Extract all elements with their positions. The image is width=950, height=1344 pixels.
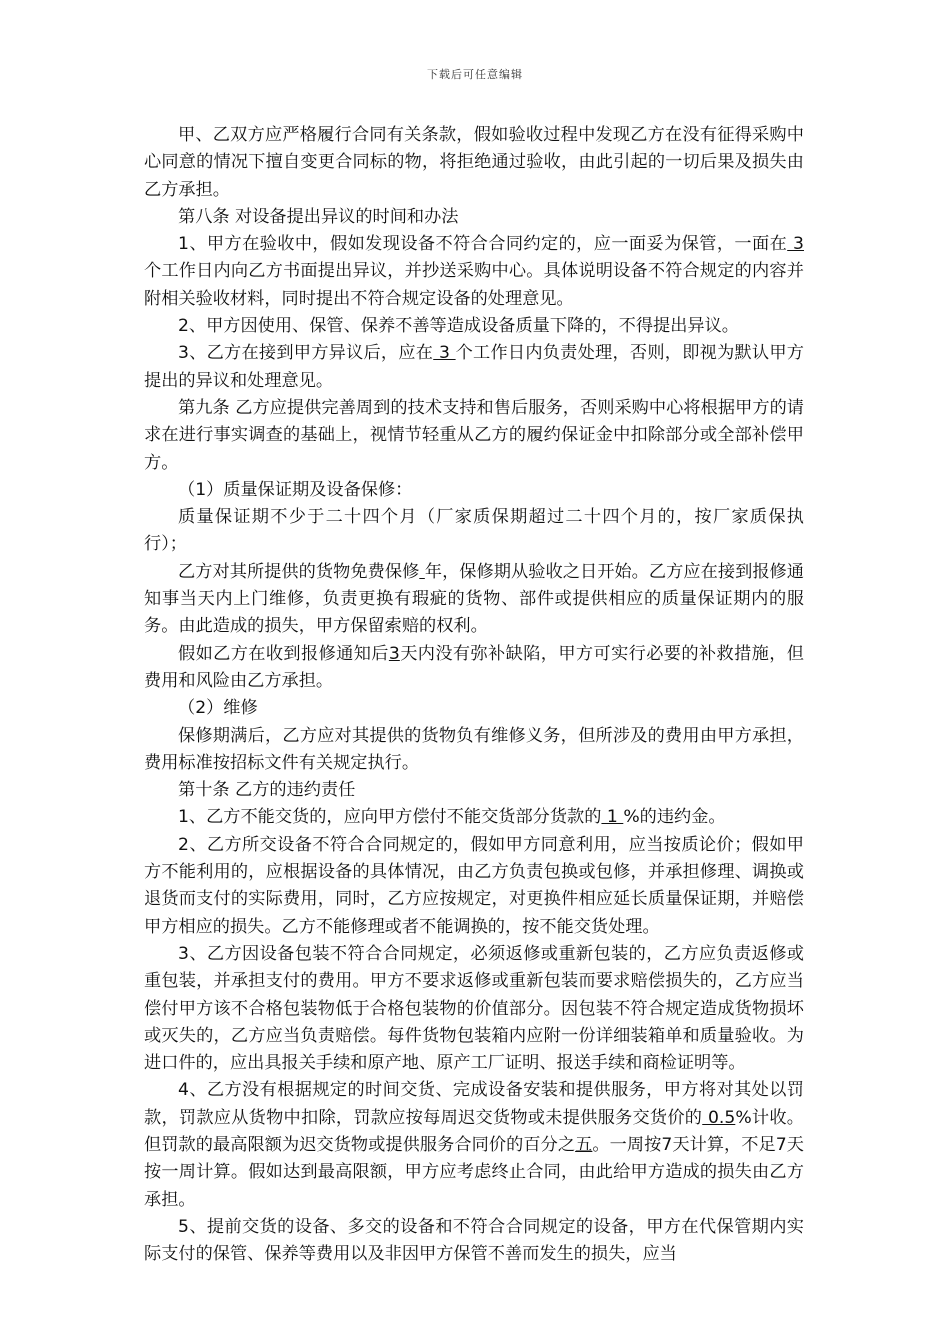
underlined-value: 3: [787, 234, 804, 255]
paragraph-8-2: 2、甲方因使用、保管、保养不善等造成设备质量下降的，不得提出异议。: [178, 316, 739, 337]
document-body: [144, 122, 804, 1268]
paragraph-post-warranty: 保修期满后，乙方应对其提供的货物负有维修义务，但所涉及的费用由甲方承担，费用标准按招标文件有关规定执行。: [144, 725, 804, 773]
section-repair-heading: （2）维修: [178, 698, 258, 719]
paragraph-8-3: 3、乙方在接到甲方异议后，应在 3 个工作日内负责处理，否则，即视为默认甲方提出的异议和处理意见。: [144, 343, 804, 391]
paragraph-10-2: 2、乙方所交设备不符合合同规定的，假如甲方同意利用，应当按质论价；假如甲方不能利用的，应根据设备的具体情况，由乙方负责包换或包修，并承担修理、调换或退货而支付的实际费用，同时，乙方应按规定，对更换件相应延长质量保证期，并赔偿甲方相应的损失。乙方不能修理或者不能调换的，按不能交货处理。: [144, 834, 804, 937]
paragraph-10-1: 1、乙方不能交货的，应向甲方偿付不能交货部分货款的 1 %的违约金。: [178, 807, 726, 828]
article-8-heading: 第八条 对设备提出异议的时间和办法: [178, 206, 459, 227]
page-header: 下载后可任意编辑: [427, 68, 523, 81]
article-10-heading: 第十条 乙方的违约责任: [178, 780, 356, 801]
underlined-value: 五: [575, 1134, 593, 1155]
section-warranty-heading: （1）质量保证期及设备保修：: [178, 479, 413, 500]
underlined-value: 1: [601, 807, 624, 828]
underlined-value: 0.5: [702, 1107, 736, 1128]
paragraph-free-repair: 乙方对其所提供的货物免费保修 年，保修期从验收之日开始。乙方应在接到报修通知事当天内上门维修，负责更换有瑕疵的货物、部件或提供相应的质量保证期内的服务。由此造成的损失，甲方保留索赔的权利。: [144, 561, 804, 637]
paragraph-acceptance: 甲、乙双方应严格履行合同有关条款，假如验收过程中发现乙方在没有征得采购中心同意的情况下擅自变更合同标的物，将拒绝通过验收，由此引起的一切后果及损失由乙方承担。: [144, 125, 804, 200]
paragraph-10-5: 5、提前交货的设备、多交的设备和不符合合同规定的设备，甲方在代保管期内实际支付的保管、保养等费用以及非因甲方保管不善而发生的损失，应当: [144, 1216, 804, 1265]
paragraph-10-3: 3、乙方因设备包装不符合合同规定，必须返修或重新包装的，乙方应负责返修或重包装，并承担支付的费用。甲方不要求返修或重新包装而要求赔偿损失的，乙方应当偿付甲方该不合格包装物低于合格包装物的价值部分。因包装不符合规定造成货物损坏或灭失的，乙方应当负责赔偿。每件货物包装箱内应附一份详细装箱单和质量验收。为进口件的，应出具报关手续和原产地、原产工厂证明、报送手续和商检证明等。: [144, 943, 804, 1074]
paragraph-repair-notice: 假如乙方在收到报修通知后3天内没有弥补缺陷，甲方可实行必要的补救措施，但费用和风险由乙方承担。: [144, 643, 804, 691]
underlined-value: 3: [388, 643, 400, 664]
underlined-value: 3: [433, 343, 456, 364]
paragraph-warranty-period: 质量保证期不少于二十四个月（厂家质保期超过二十四个月的，按厂家质保执行）；: [144, 507, 804, 555]
article-9-heading: 第九条 乙方应提供完善周到的技术支持和售后服务，否则采购中心将根据甲方的请求在进行事实调查的基础上，视情节轻重从乙方的履约保证金中扣除部分或全部补偿甲方。: [144, 397, 804, 473]
paragraph-8-1: 1、甲方在验收中，假如发现设备不符合合同约定的，应一面妥为保管，一面在 3 个工作日内向乙方书面提出异议，并抄送采购中心。具体说明设备不符合规定的内容并附相关验收材料，同时提出不符合规定设备的处理意见。: [144, 234, 804, 309]
paragraph-10-4: 4、乙方没有根据规定的时间交货、完成设备安装和提供服务，甲方将对其处以罚款，罚款应从货物中扣除，罚款应按每周迟交货物或未提供服务交货价的 0.5%计收。但罚款的最高限额为迟交货物或提供服务合同价的百分之五。一周按7天计算，不足7天按一周计算。假如达到最高限额，甲方应考虑终止合同，由此给甲方造成的损失由乙方承担。: [144, 1080, 804, 1210]
